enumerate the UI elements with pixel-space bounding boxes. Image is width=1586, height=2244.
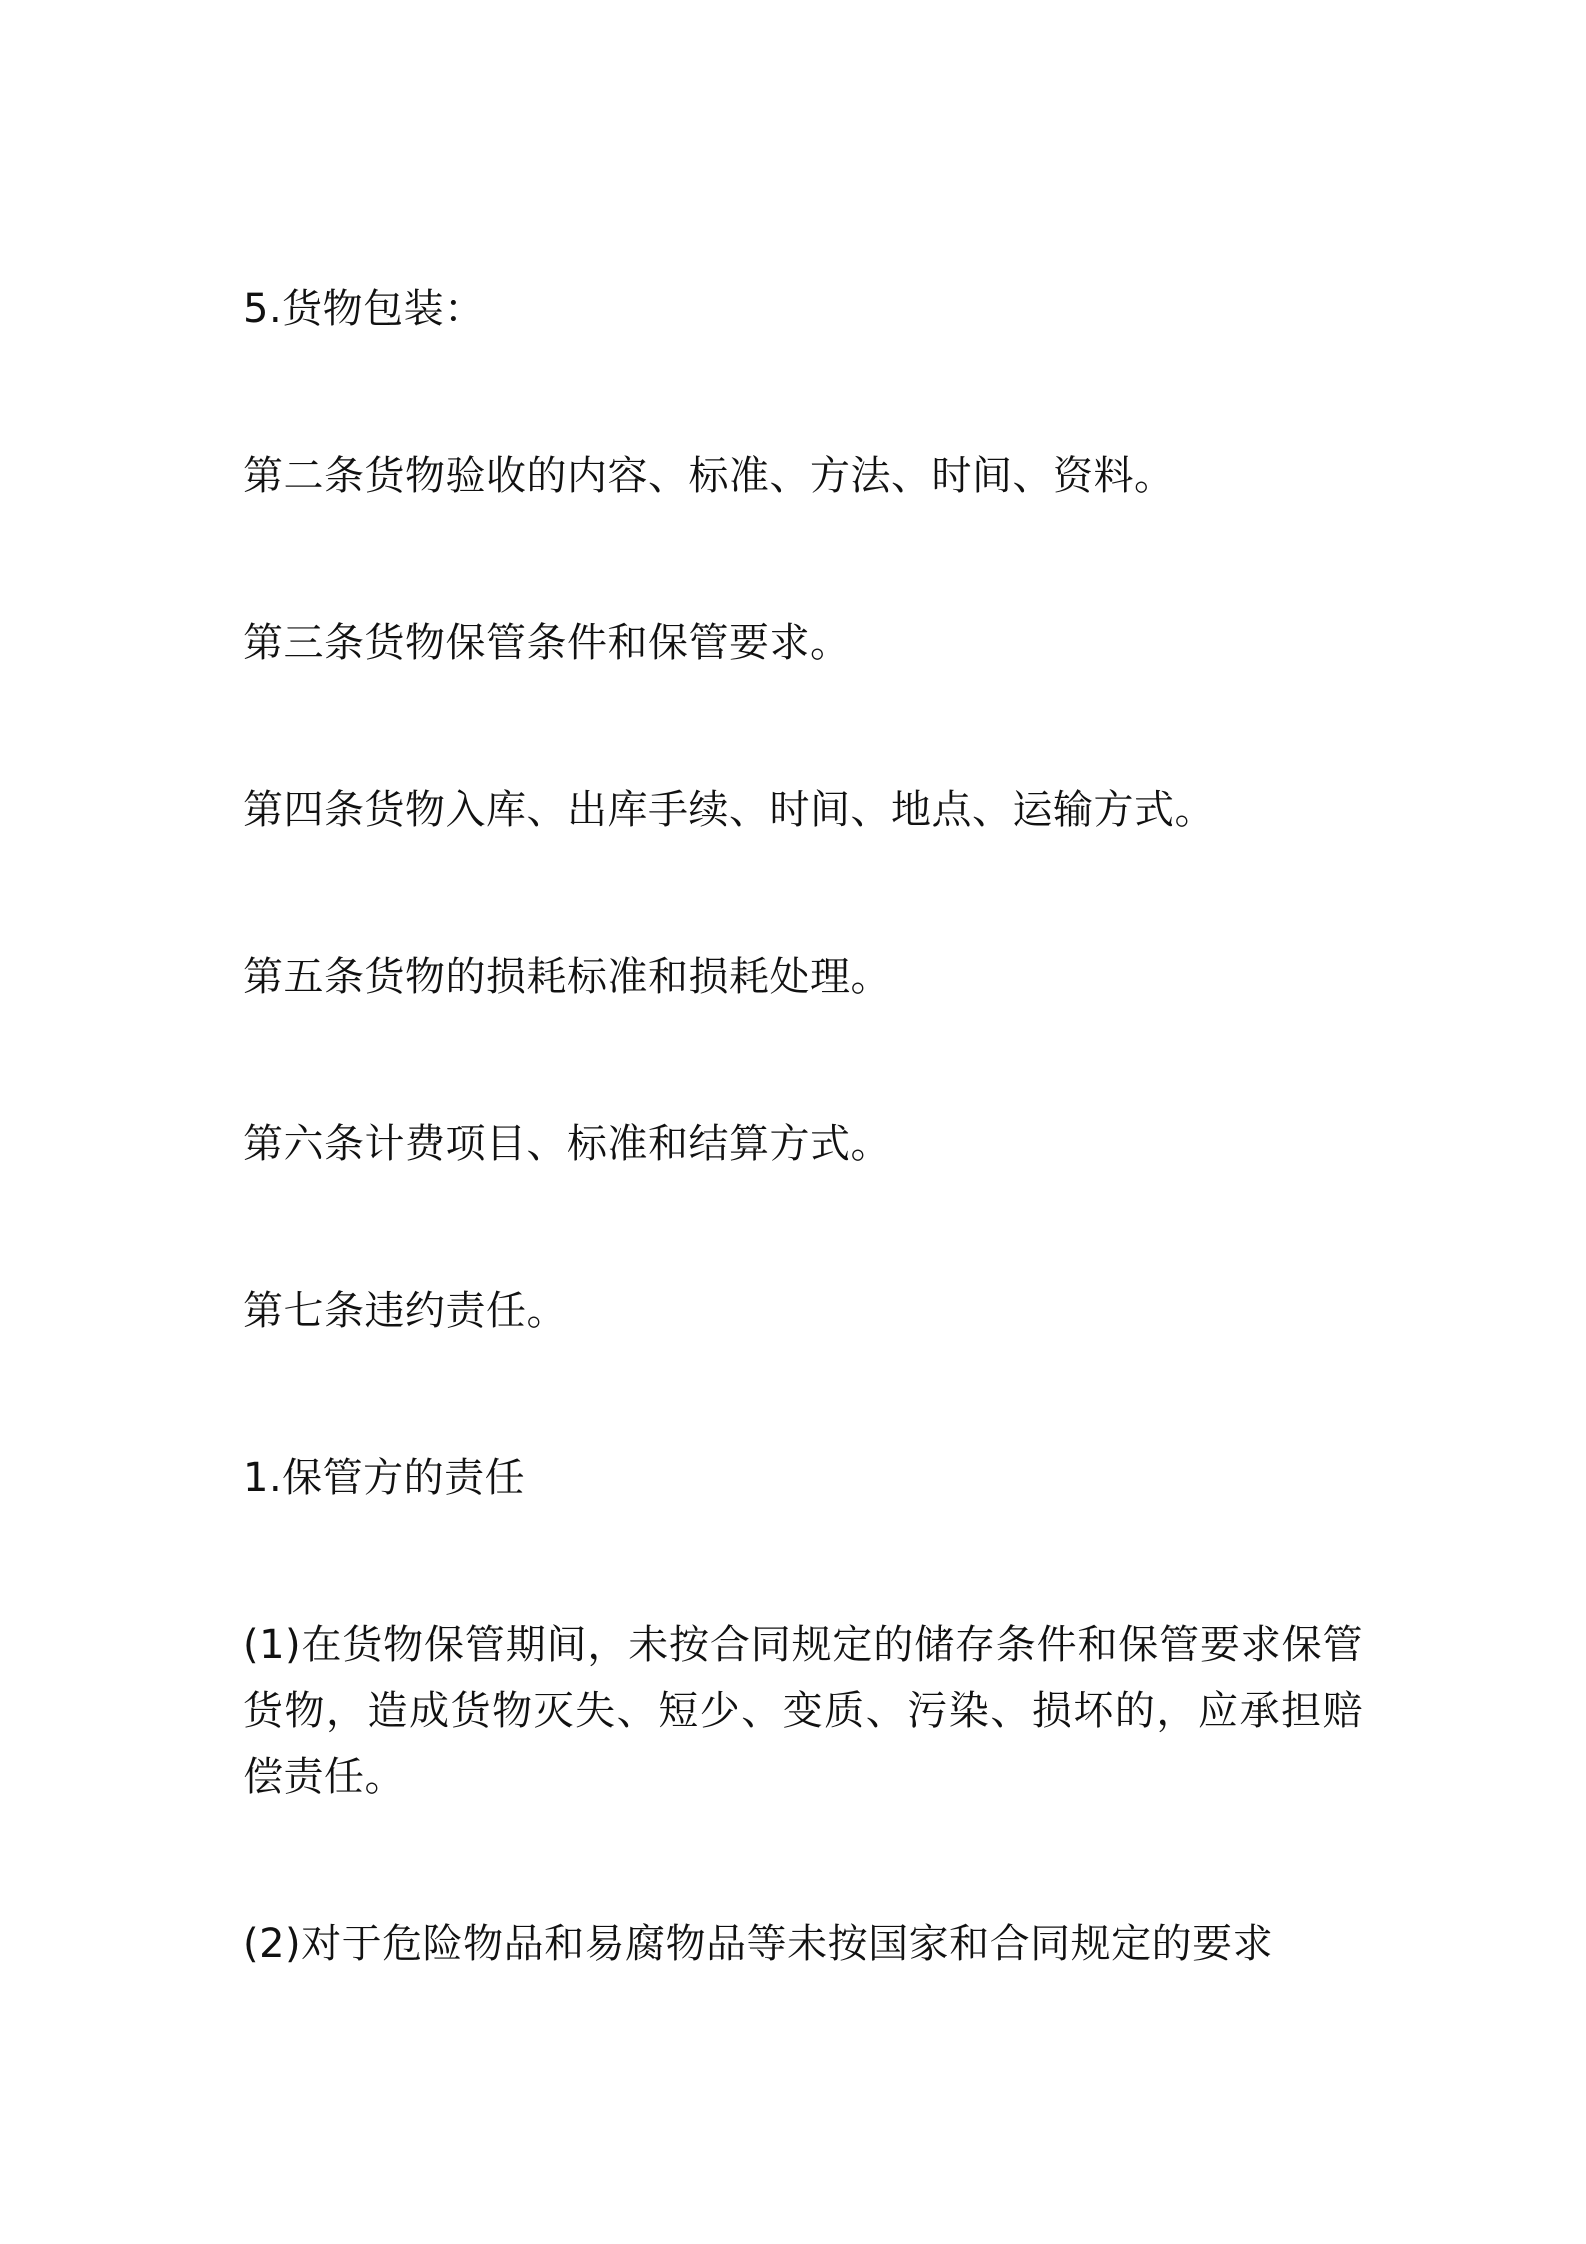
- paragraph-article-4: 第四条货物入库、出库手续、时间、地点、运输方式。: [243, 787, 1215, 833]
- paragraph-article-6: 第六条计费项目、标准和结算方式。: [243, 1121, 891, 1167]
- paragraph-goods-packaging: 5.货物包装：: [243, 286, 485, 332]
- paragraph-article-2: 第二条货物验收的内容、标准、方法、时间、资料。: [243, 453, 1175, 499]
- paragraph-clause-1: (1)在货物保管期间，未按合同规定的储存条件和保管要求保管货物，造成货物灭失、短少、变质、污染、损坏的，应承担赔偿责任。: [243, 1622, 1363, 1800]
- document-body: [243, 276, 1363, 2078]
- paragraph-article-7: 第七条违约责任。: [243, 1288, 567, 1334]
- paragraph-article-3: 第三条货物保管条件和保管要求。: [243, 620, 851, 666]
- paragraph-clause-2: (2)对于危险物品和易腐物品等未按国家和合同规定的要求: [243, 1921, 1274, 1967]
- paragraph-article-5: 第五条货物的损耗标准和损耗处理。: [243, 954, 891, 1000]
- paragraph-custodian-liability: 1.保管方的责任: [243, 1455, 526, 1501]
